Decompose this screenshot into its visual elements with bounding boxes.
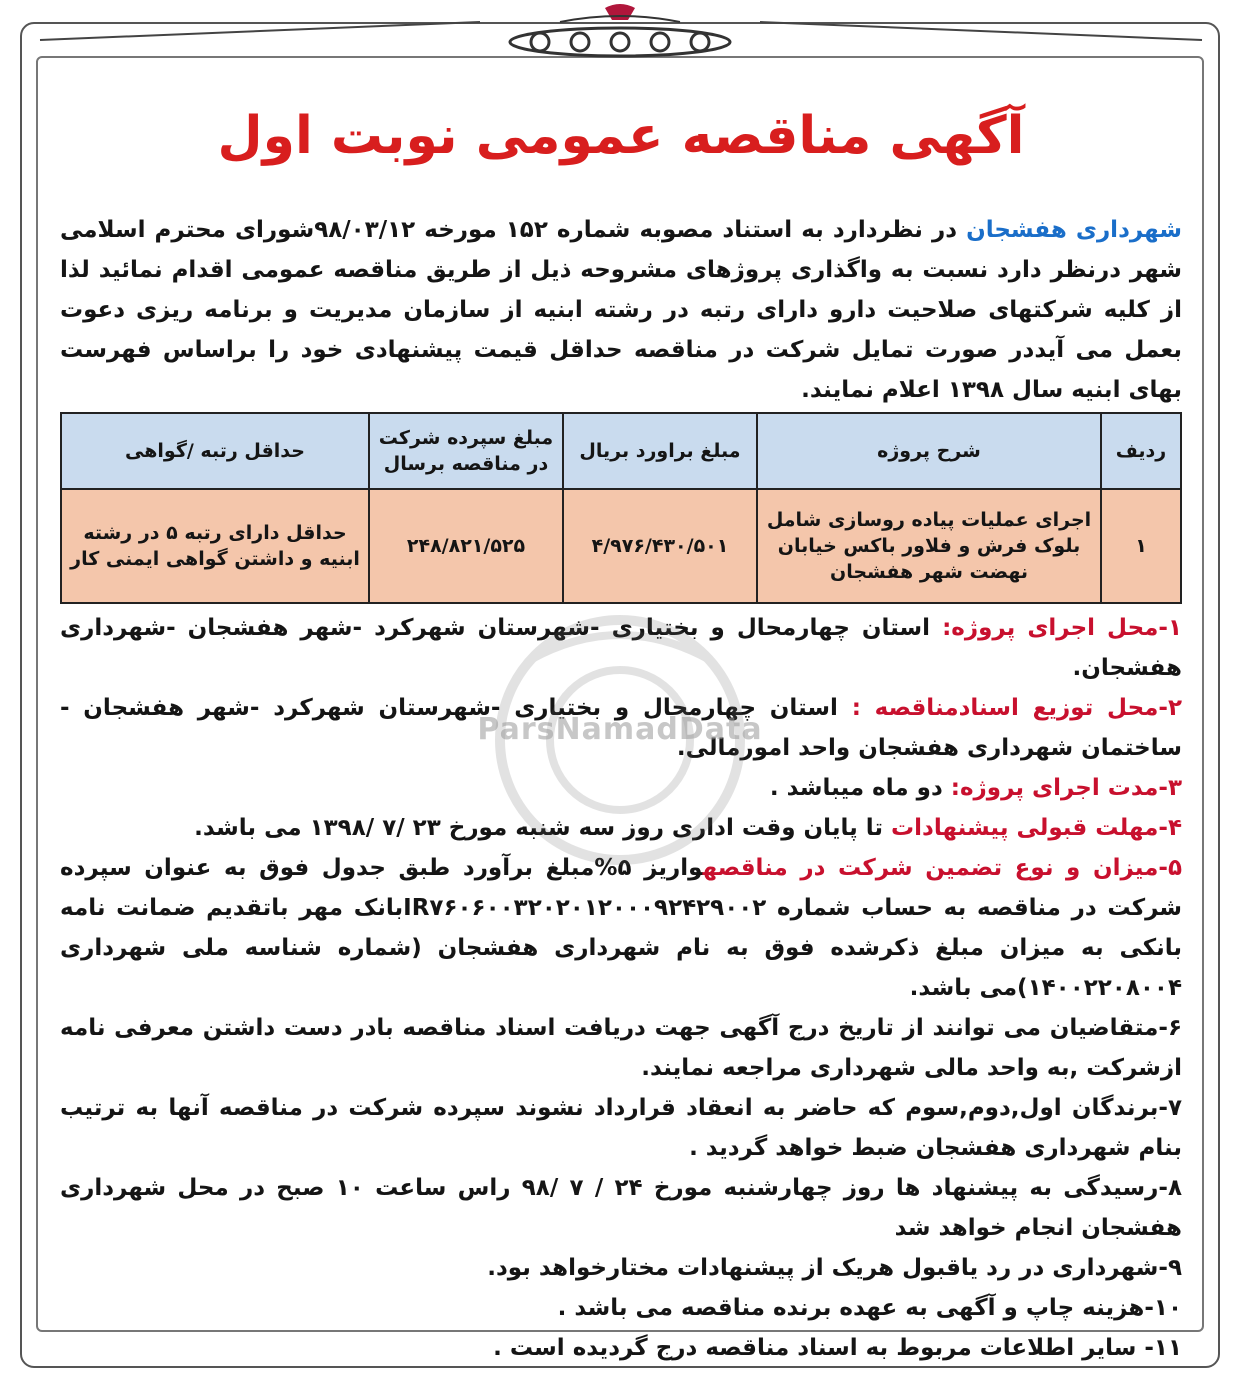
ornament-icon [500,0,740,60]
list-item [60,608,1182,688]
item-text: واریز ۵%مبلغ برآورد طبق جدول فوق به عنوان سپرده شرکت در مناقصه به حساب شماره IR۷۶۰۶۰۰۳۲۰۲۰۱۲۰۰۰۹۲۴۲۹۰۰۲بانک مهر باتقدیم ضمانت نامه بانکی به میزان مبلغ ذکرشده فوق به نام شهرداری هفشجان (شماره شناسه ملی شهرداری ۱۴۰۰۲۲۰۸۰۰۴)می باشد. [60,855,1182,1001]
item-text: تا پایان وقت اداری روز سه شنبه مورخ ۲۳ /۷ /۱۳۹۸ می باشد. [194,815,892,841]
item-label: ۱-محل اجرای پروژه: [942,615,1182,641]
table-row [61,489,1181,603]
announcement-body [60,210,1182,1368]
item-label: ۲-محل توزیع اسنادمناقصه : [851,695,1182,721]
cell-row-number: ۱ [1101,489,1181,603]
item-text: ۱۱- سایر اطلاعات مربوط به اسناد مناقصه درج گردیده است . [493,1335,1182,1361]
list-item [60,848,1182,1008]
list-item [60,1328,1182,1368]
item-text: ۱۰-هزینه چاپ و آگهی به عهده برنده مناقصه می باشد . [557,1295,1182,1321]
list-item [60,808,1182,848]
intro-text: در نظردارد به استناد مصوبه شماره ۱۵۲ مورخه ۹۸/۰۳/۱۲شورای محترم اسلامی شهر درنظر دارد نسبت به واگذاری پروژهای مشروحه ذیل از طریق مناقصه عمومی اقدام نمائید لذا از کلیه شرکتهای صلاحیت دارو دارای رتبه در رشته ابنیه از سازمان مدیریت و برنامه ریزی دعوت بعمل می آیددر صورت تمایل شرکت در مناقصه حداقل قیمت پیشنهادی خود را براساس فهرست بهای ابنیه سال ۱۳۹۸ اعلام نمایند. [60,217,1182,403]
item-label: ۳-مدت اجرای پروژه: [950,775,1182,801]
list-item [60,1008,1182,1088]
intro-paragraph [60,210,1182,410]
cell-description: اجرای عملیات پیاده روسازی شامل بلوک فرش و فلاور باکس خیابان نهضت شهر هفشجان [757,489,1101,603]
cell-estimate: ۴/۹۷۶/۴۳۰/۵۰۱ [563,489,757,603]
item-text: ۸-رسیدگی به پیشنهاد ها روز چهارشنبه مورخ ۲۴ / ۷ /۹۸ راس ساعت ۱۰ صبح در محل شهرداری هفشجان انجام خواهد شد [60,1175,1182,1241]
header-grade: حداقل رتبه /گواهی [61,413,369,489]
item-label: ۴-مهلت قبولی پیشنهادات [891,815,1182,841]
item-text: استان چهارمحال و بختیاری -شهرستان شهرکرد -شهر هفشجان - ساختمان شهرداری هفشجان واحد امورمالی. [60,695,1182,761]
header-row-number: ردیف [1101,413,1181,489]
org-name: شهرداری هفشجان [966,217,1182,243]
tender-table [60,412,1182,604]
page-title: آگهی مناقصه عمومی نوبت اول [217,106,1025,166]
item-label: ۵-میزان و نوع تضمین شرکت در مناقصه [702,855,1183,881]
item-text: دو ماه میباشد . [769,775,951,801]
item-text: ۷-برندگان اول,دوم,سوم که حاضر به انعقاد قرارداد نشوند سپرده شرکت در مناقصه آنها به ترتیب بنام شهرداری هفشجان ضبط خواهد گردید . [60,1095,1182,1161]
table-header-row [61,413,1181,489]
cell-deposit: ۲۴۸/۸۲۱/۵۲۵ [369,489,563,603]
header-deposit: مبلغ سپرده شرکت در مناقصه برسال [369,413,563,489]
list-item [60,1248,1182,1288]
list-item [60,1168,1182,1248]
header-estimate: مبلغ براورد بریال [563,413,757,489]
header-description: شرح پروژه [757,413,1101,489]
item-text: ۹-شهرداری در رد یاقبول هریک از پیشنهادات مختارخواهد بود. [487,1255,1182,1281]
list-item [60,768,1182,808]
list-item [60,1088,1182,1168]
item-text: استان چهارمحال و بختیاری -شهرستان شهرکرد -شهر هفشجان -شهرداری هفشجان. [60,615,1182,681]
cell-grade: حداقل دارای رتبه ۵ در رشته ابنیه و داشتن گواهی ایمنی کار [61,489,369,603]
watermark-brand: ParsNamadData [477,712,763,747]
list-item [60,1288,1182,1328]
item-text: ۶-متقاضیان می توانند از تاریخ درج آگهی جهت دریافت اسناد مناقصه بادر دست داشتن معرفی نامه ازشرکت ,به واحد مالی شهرداری مراجعه نمایند. [60,1015,1182,1081]
